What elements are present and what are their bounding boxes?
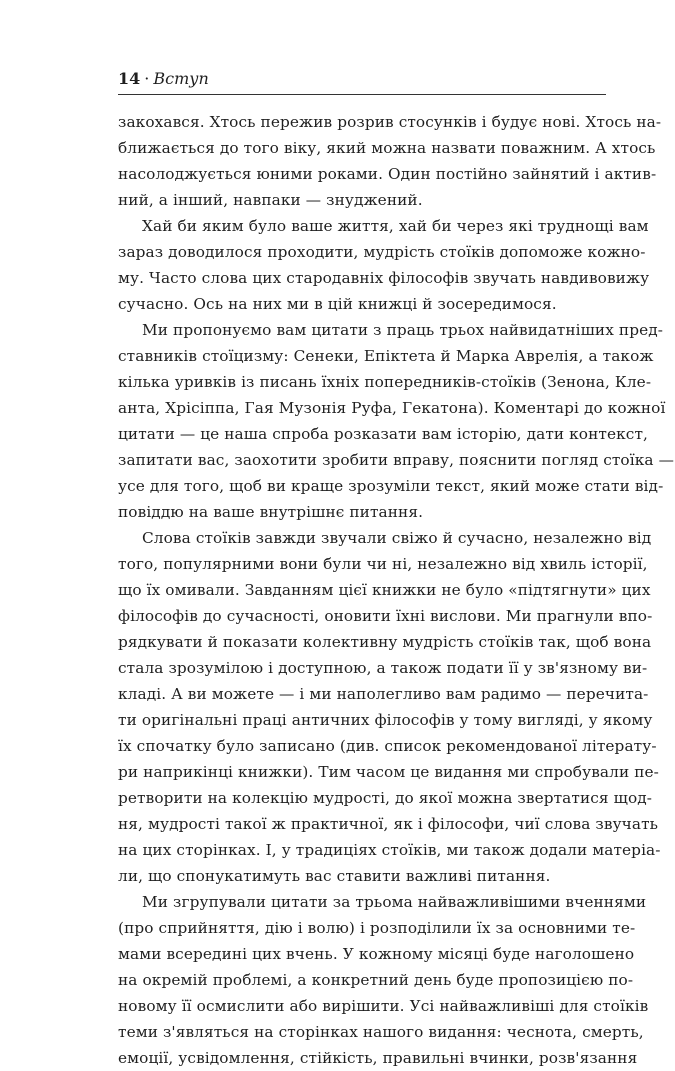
text-line: насолоджується юними роками. Один постійно зайнятий і актив-	[118, 165, 657, 183]
text-line: му. Часто слова цих стародавніх філософів звучать навдивовижу	[118, 269, 650, 287]
text-line: повіддю на ваше внутрішнє питання.	[118, 503, 424, 521]
text-line: теми з'являться на сторінках нашого видання: чеснота, смерть,	[118, 1023, 644, 1041]
text-line: анта, Хрісіппа, Гая Музонія Руфа, Гекатона). Коментарі до кожної	[118, 399, 666, 417]
text-line: що їх омивали. Завданням цієї книжки не було «підтягнути» цих	[118, 581, 651, 599]
text-line: (про сприйняття, дію і волю) і розподілили їх за основними те-	[118, 919, 636, 937]
text-line: ретворити на колекцію мудрості, до якої можна звертатися щод-	[118, 789, 653, 807]
text-line: на цих сторінках. І, у традиціях стоїків, ми також додали матеріа-	[118, 841, 661, 859]
text-line: кладі. А ви можете — і ми наполегливо вам радимо — перечита-	[118, 685, 649, 703]
text-line: Слова стоїків завжди звучали свіжо й сучасно, незалежно від	[142, 529, 652, 547]
text-line: ри наприкінці книжки). Тим часом це видання ми спробували пе-	[118, 763, 659, 781]
text-line: філософів до сучасності, оновити їхні вислови. Ми прагнули впо-	[118, 607, 653, 625]
text-line: цитати — це наша спроба розказати вам історію, дати контекст,	[118, 425, 648, 443]
header-rule	[118, 94, 606, 95]
text-line: закохався. Хтось пережив розрив стосунків і будує нові. Хтось на-	[118, 113, 662, 131]
section-title: Вступ	[153, 69, 209, 88]
page-number: 14	[118, 69, 141, 88]
text-line: ти оригінальні праці античних філософів у тому вигляді, у якому	[118, 711, 653, 729]
body-text	[118, 109, 674, 1071]
text-line: Хай би яким було ваше життя, хай би через які труднощі вам	[142, 217, 649, 235]
text-line: стала зрозумілою і доступною, а також подати її у зв'язному ви-	[118, 659, 648, 677]
text-line: мами всередині цих вчень. У кожному місяці буде наголошено	[118, 945, 635, 963]
header-separator: ·	[144, 69, 150, 88]
text-line: запитати вас, заохотити зробити вправу, пояснити погляд стоїка —	[118, 451, 674, 469]
text-line: того, популярними вони були чи ні, незалежно від хвиль історії,	[118, 555, 648, 573]
text-line: зараз доводилося проходити, мудрість стоїків допоможе кожно-	[118, 243, 646, 261]
text-line: ближається до того віку, який можна назвати поважним. А хтось	[118, 139, 656, 157]
text-line: ли, що спонукатимуть вас ставити важливі питання.	[118, 867, 551, 885]
text-line: на окремій проблемі, а конкретний день буде пропозицією по-	[118, 971, 634, 989]
text-line: рядкувати й показати колективну мудрість стоїків так, щоб вона	[118, 633, 652, 651]
text-line: усе для того, щоб ви краще зрозуміли текст, який може стати від-	[118, 477, 664, 495]
text-line: ня, мудрості такої ж практичної, як і філософи, чиї слова звучать	[118, 815, 659, 833]
running-header	[118, 66, 606, 92]
text-line: сучасно. Ось на них ми в цій книжці й зосередимося.	[118, 295, 557, 313]
text-line: Ми згрупували цитати за трьома найважливішими вченнями	[142, 893, 647, 911]
text-line: кілька уривків із писань їхніх попередників-стоїків (Зенона, Кле-	[118, 373, 652, 391]
text-line: новому її осмислити або вирішити. Усі найважливіші для стоїків	[118, 997, 649, 1015]
text-line: ний, а інший, навпаки — знуджений.	[118, 191, 423, 209]
text-line: Ми пропонуємо вам цитати з праць трьох найвидатніших пред-	[142, 321, 664, 339]
text-line: емоції, усвідомлення, стійкість, правильні вчинки, розв'язання	[118, 1049, 638, 1067]
text-line: їх спочатку було записано (див. список рекомендованої літерату-	[118, 737, 657, 755]
text-line: ставників стоїцизму: Сенеки, Епіктета й Марка Аврелія, а також	[118, 347, 654, 365]
